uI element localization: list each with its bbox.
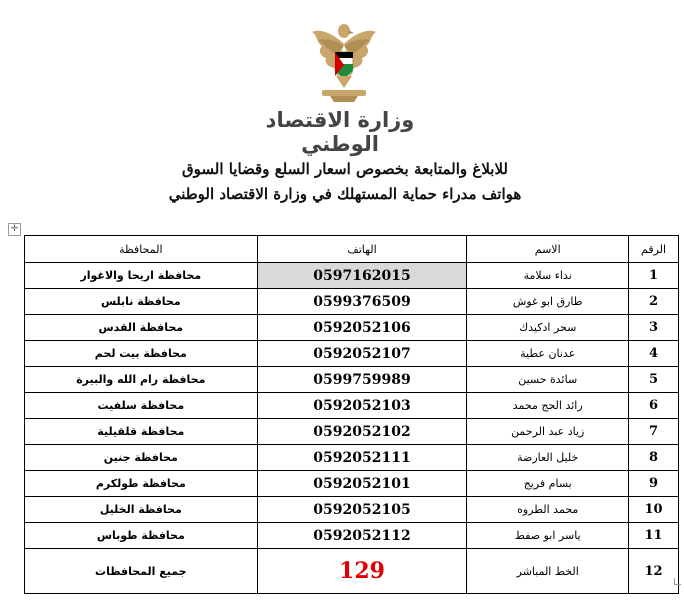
- row-number: 4: [629, 341, 679, 367]
- table-row: [25, 523, 679, 549]
- row-governorate: محافظة القدس: [25, 315, 258, 341]
- row-governorate: محافظة سلفيت: [25, 393, 258, 419]
- row-name: بسام فريج: [467, 471, 629, 497]
- row-number: 11: [629, 523, 679, 549]
- row-phone: 0599376509: [257, 289, 467, 315]
- row-phone: 0592052105: [257, 497, 467, 523]
- header-governorate: المحافظة: [25, 236, 258, 263]
- row-number: 2: [629, 289, 679, 315]
- row-phone: 0592052102: [257, 419, 467, 445]
- row-name: محمد الطروه: [467, 497, 629, 523]
- row-governorate: جميع المحافظات: [25, 549, 258, 594]
- row-governorate: محافظة جنين: [25, 445, 258, 471]
- row-governorate: محافظة اريحا والاغوار: [25, 263, 258, 289]
- row-number: 3: [629, 315, 679, 341]
- row-governorate: محافظة الخليل: [25, 497, 258, 523]
- row-name: خليل العارضة: [467, 445, 629, 471]
- row-number: 7: [629, 419, 679, 445]
- row-name: عدنان عطية: [467, 341, 629, 367]
- page-corner-mark: [674, 578, 681, 585]
- table-row: [25, 549, 679, 594]
- title-line-1: للابلاغ والمتابعة بخصوص اسعار السلع وقضايا السوق: [182, 160, 508, 178]
- row-phone: 0597162015: [257, 263, 467, 289]
- table-row: [25, 263, 679, 289]
- row-governorate: محافظة بيت لحم: [25, 341, 258, 367]
- row-number: 10: [629, 497, 679, 523]
- row-name: طارق ابو غوش: [467, 289, 629, 315]
- row-name: ياسر ابو صفط: [467, 523, 629, 549]
- table-row: [25, 315, 679, 341]
- hotline-number: 129: [257, 549, 467, 594]
- table-row: [25, 289, 679, 315]
- row-number: 6: [629, 393, 679, 419]
- row-governorate: محافظة طوباس: [25, 523, 258, 549]
- row-governorate: محافظة قلقيلية: [25, 419, 258, 445]
- header-phone: الهاتف: [257, 236, 467, 263]
- title-line-2: هواتف مدراء حماية المستهلك في وزارة الاقتصاد الوطني: [168, 185, 522, 203]
- table-row: [25, 419, 679, 445]
- header-number: الرقم: [629, 236, 679, 263]
- row-phone: 0592052103: [257, 393, 467, 419]
- row-phone: 0592052112: [257, 523, 467, 549]
- row-name: سحر ادكيدك: [467, 315, 629, 341]
- ministry-name: وزارة الاقتصاد الوطني: [265, 108, 415, 156]
- row-phone: 0592052107: [257, 341, 467, 367]
- row-name: سائدة حسين: [467, 367, 629, 393]
- header-name: الاسم: [467, 236, 629, 263]
- row-name: نداء سلامة: [467, 263, 629, 289]
- row-governorate: محافظة طولكرم: [25, 471, 258, 497]
- contacts-table: [24, 235, 679, 594]
- row-number: 5: [629, 367, 679, 393]
- row-phone: 0592052101: [257, 471, 467, 497]
- table-row: [25, 367, 679, 393]
- row-number: 12: [629, 549, 679, 594]
- table-row: [25, 445, 679, 471]
- eagle-emblem-logo: [308, 14, 380, 106]
- row-number: 9: [629, 471, 679, 497]
- table-row: [25, 393, 679, 419]
- move-handle-icon[interactable]: ✛: [8, 223, 21, 236]
- row-number: 8: [629, 445, 679, 471]
- row-governorate: محافظة رام الله والبيرة: [25, 367, 258, 393]
- table-row: [25, 341, 679, 367]
- table-header-row: [25, 236, 679, 263]
- row-name: الخط المباشر: [467, 549, 629, 594]
- row-name: زياد عبد الرحمن: [467, 419, 629, 445]
- table-row: [25, 471, 679, 497]
- row-name: رائد الحج محمد: [467, 393, 629, 419]
- row-phone: 0599759989: [257, 367, 467, 393]
- row-phone: 0592052106: [257, 315, 467, 341]
- table-row: [25, 497, 679, 523]
- row-number: 1: [629, 263, 679, 289]
- row-phone: 0592052111: [257, 445, 467, 471]
- row-governorate: محافظة نابلس: [25, 289, 258, 315]
